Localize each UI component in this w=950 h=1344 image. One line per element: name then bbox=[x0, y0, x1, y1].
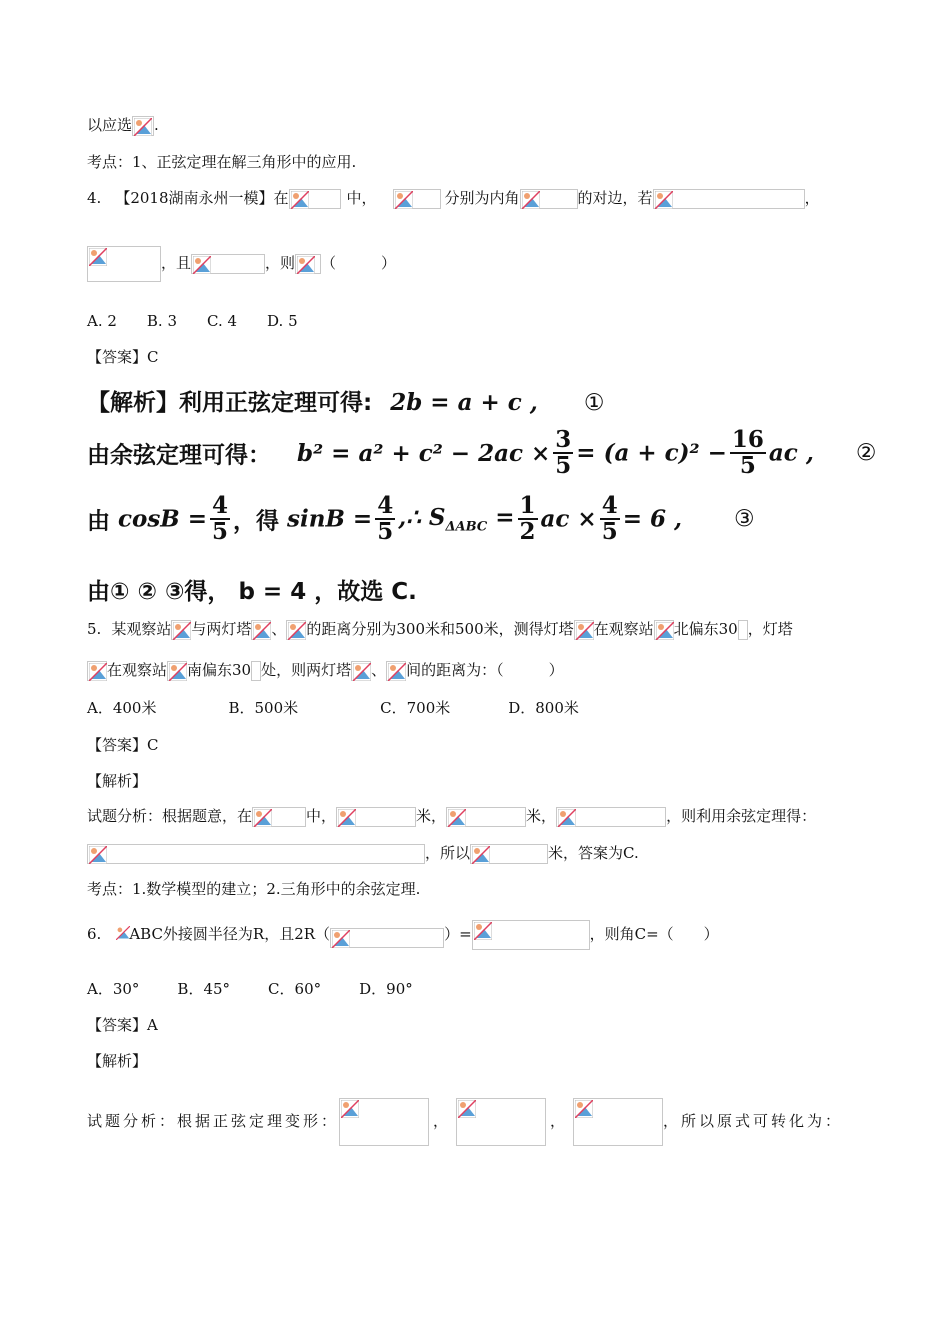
broken-image-icon bbox=[351, 661, 371, 681]
broken-image-icon bbox=[252, 807, 306, 827]
broken-image-icon bbox=[295, 254, 321, 274]
broken-image-icon bbox=[171, 620, 191, 640]
broken-image-icon bbox=[393, 189, 441, 209]
analysis-line-3: 由 cosB = $\frac{4}{5}$ ，得 sinB = $\frac{4}{5}$ ,∴ $S_{\Delta ABC}$ = $\frac{1}{2}$ ac × $\frac{4}{5}$ = 6 , ③ bbox=[87, 492, 755, 545]
q5-line1: 5. 某观察站 与两灯塔 、 的距离分别为300米和500米，测得灯塔 在观察站 北偏东30 ，灯塔 bbox=[87, 620, 793, 638]
fraction-4-5b: $\frac{4}{5}$ bbox=[377, 492, 394, 545]
q6-answer: 【答案】A bbox=[87, 1016, 158, 1034]
q4-line1: 4. 【2018湖南永州一模】在 中， 分别为内角 的对边，若 ， bbox=[87, 189, 820, 207]
broken-image-icon bbox=[87, 844, 425, 864]
analysis-line-2: 由余弦定理可得： b² = a² + c² − 2ac × $\frac{3}{5}$ = (a + c)² − $\frac{16}{5}$ ac , ② bbox=[87, 426, 877, 479]
q5-options: A．400米 B．500米 C．700米 D．800米 bbox=[87, 699, 579, 717]
broken-image-icon bbox=[470, 844, 548, 864]
q5-jiexi: 【解析】 bbox=[87, 772, 148, 790]
broken-image-icon bbox=[289, 189, 341, 209]
fraction-4-5: $\frac{4}{5}$ bbox=[212, 492, 229, 545]
q6-analysis-1: 试题分析：根据正弦定理变形： ， ， ，所以原式可转化为： bbox=[87, 1098, 843, 1146]
broken-image-icon bbox=[132, 116, 154, 136]
q5-kaodian: 考点：1.数学模型的建立；2.三角形中的余弦定理. bbox=[87, 880, 421, 898]
broken-image-icon bbox=[87, 661, 107, 681]
q4-options: A. 2 B. 3 C. 4 D. 5 bbox=[87, 312, 298, 330]
fraction-1-2: $\frac{1}{2}$ bbox=[519, 492, 536, 545]
fraction-4-5c: $\frac{4}{5}$ bbox=[601, 492, 618, 545]
q6-options: A．30° B．45° C．60° D．90° bbox=[87, 980, 413, 998]
broken-image-icon bbox=[330, 928, 444, 948]
broken-image-icon bbox=[574, 620, 594, 640]
broken-image-icon bbox=[191, 254, 265, 274]
broken-image-icon bbox=[653, 189, 805, 209]
fraction-3-5: $\frac{3}{5}$ bbox=[555, 426, 572, 479]
broken-image-icon bbox=[115, 925, 129, 945]
broken-image-icon bbox=[456, 1098, 546, 1146]
broken-image-icon bbox=[87, 246, 161, 282]
broken-image-icon bbox=[520, 189, 578, 209]
broken-image-icon bbox=[654, 620, 674, 640]
q5-answer: 【答案】C bbox=[87, 736, 159, 754]
broken-image-icon bbox=[738, 620, 748, 640]
broken-image-icon bbox=[251, 620, 271, 640]
q5-analysis-2: ，所以 米，答案为C. bbox=[87, 843, 639, 864]
q5-analysis-1: 试题分析：根据题意，在 中， 米， 米， ，则利用余弦定理得： bbox=[87, 807, 817, 825]
q6-line1: 6. ABC外接圆半径为R，且2R（ ）= ，则角C=（ ） bbox=[87, 920, 719, 950]
q4-line2: ，且 ，则 （ ） bbox=[87, 246, 396, 282]
q4-answer: 【答案】C bbox=[87, 348, 159, 366]
broken-image-icon bbox=[446, 807, 526, 827]
broken-image-icon bbox=[339, 1098, 429, 1146]
analysis-line-4: 由① ② ③得， b = 4 ，故选 C. bbox=[87, 579, 417, 605]
q6-jiexi: 【解析】 bbox=[87, 1052, 148, 1070]
broken-image-icon bbox=[472, 920, 590, 950]
broken-image-icon bbox=[386, 661, 406, 681]
broken-image-icon bbox=[336, 807, 416, 827]
kaodian-1: 考点：1、正弦定理在解三角形中的应用. bbox=[87, 153, 357, 171]
broken-image-icon bbox=[573, 1098, 663, 1146]
broken-image-icon bbox=[286, 620, 306, 640]
broken-image-icon bbox=[251, 661, 261, 681]
broken-image-icon bbox=[556, 807, 666, 827]
q5-line2: 在观察站 南偏东30 处，则两灯塔 、 间的距离为：（ ） bbox=[87, 660, 564, 681]
broken-image-icon bbox=[167, 661, 187, 681]
fraction-16-5: $\frac{16}{5}$ bbox=[731, 426, 764, 479]
analysis-line-1: 【解析】利用正弦定理可得: 2b = a + c , ① bbox=[87, 389, 605, 416]
line-ying-xuan: 以应选 . bbox=[87, 116, 159, 134]
